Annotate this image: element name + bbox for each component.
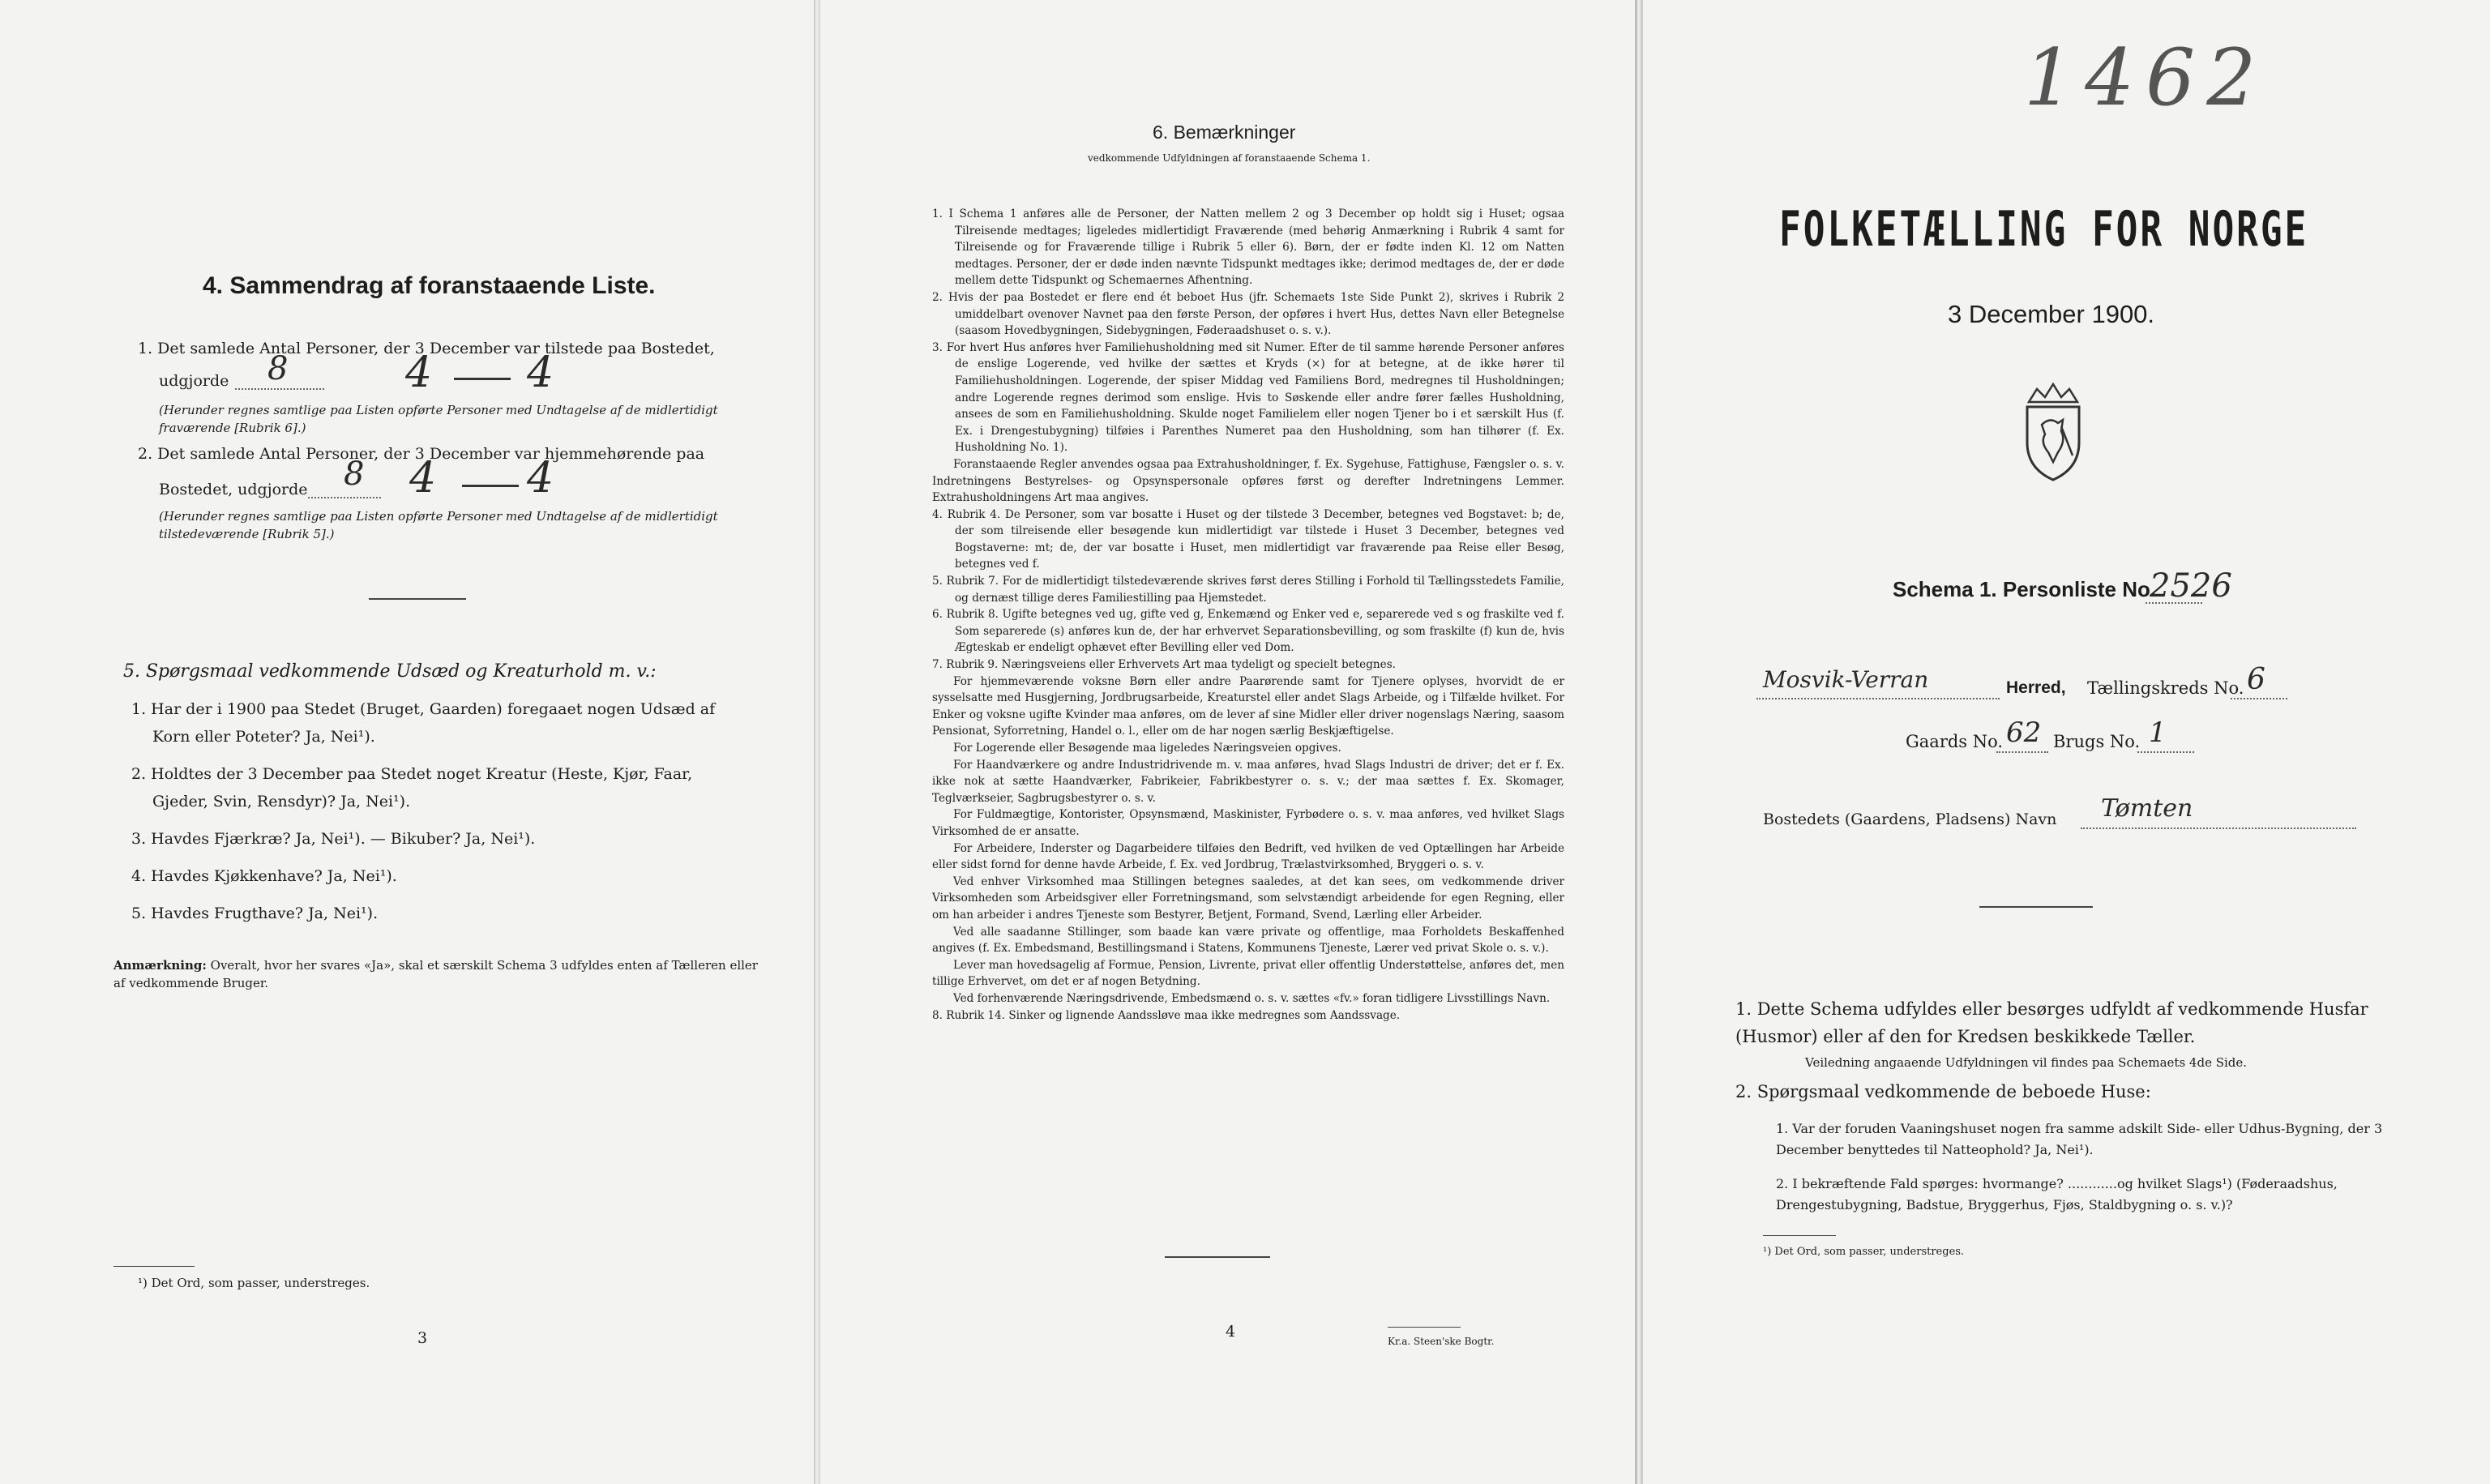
remark-paragraph: 2. Hvis der paa Bostedet er flere end ét beboet Hus (jfr. Schemaets 1ste Side Punkt 2), skrives i Rubrik 2 umiddelbart ovenover Navnet paa den første Person, der opføres i hvert Hus, dettes Navn eller Betegnelse (saasom Hovedbygningen, Sidebygningen, Føderaadshuset o. s. v.). [932, 290, 1564, 338]
remark-paragraph: 5. Rubrik 7. For de midlertidigt tilstedeværende skrives først deres Stilling i Forhold til Tællingsstedets Familie, og dernæst tillige deres Familiestilling paa Hjemstedet. [932, 575, 1564, 605]
instruction-1: 1. Dette Schema udfyldes eller besørges udfyldt af vedkommende Husfar (Husmor) eller af den for Kredsen beskikkede Tæller. [1735, 999, 2368, 1046]
item-1-hand-b: 4 [527, 349, 554, 397]
census-date: 3 December 1900. [1948, 300, 2155, 328]
section-4-title: 4. Sammendrag af foranstaaende Liste. [203, 272, 656, 299]
form-title: FOLKETÆLLING FOR NORGE [1779, 201, 2309, 258]
divider [369, 598, 466, 600]
item-1-udgjorde-label: udgjorde [159, 372, 229, 390]
page-number: 3 [417, 1329, 428, 1347]
item-2-hand-dash [462, 485, 519, 487]
gaards-dotline [1996, 751, 2048, 753]
remark-paragraph: 4. Rubrik 4. De Personer, som var bosatte i Huset og der tilstede 3 December, betegnes ved Bogstavet: b; de, der som tilreisende eller besøgende kun midlertidigt var tilstede i Huset 3 December, betegnes ved Bogstaverne: mt; de, der var bosatte i Huset, men midlertidigt var fraværende paa Reise eller Besøg, betegnes ved f. [932, 507, 1564, 571]
remark-paragraph: 7. Rubrik 9. Næringsveiens eller Erhvervets Art maa tydeligt og specielt betegnes. [932, 658, 1396, 672]
summary-item-1: 1. Det samlede Antal Personer, der 3 December var tilstede paa Bostedet, [138, 340, 715, 357]
remark-paragraph: 8. Rubrik 14. Sinker og lignende Aandssløve maa ikke medregnes som Aandssvage. [932, 1008, 1401, 1022]
house-question-1: 1. Var der foruden Vaaningshuset nogen fra samme adskilt Side- eller Udhus-Bygning, der 3 December benyttedes til Natteophold? Ja, Nei¹). [1776, 1121, 2383, 1157]
page-number: 4 [1226, 1323, 1236, 1341]
remark-paragraph: For Haandværkere og andre Industridrivende m. v. maa anføres, hvad Slags Industri de driver; det er f. Ex. ikke nok at sætte Haandværker, Fabrikeier, Fabrikbestyrer o. s. v.; der maa sættes f. Ex. Skomager, Teglværkseier, Sagbrugsbestyrer o. s. v. [932, 758, 1564, 805]
herred-dotline [1756, 697, 2000, 699]
brugs-dotline [2137, 751, 2194, 753]
brugs-label: Brugs No. [2053, 732, 2141, 751]
gaards-number: 62 [2006, 716, 2042, 749]
item-2-bostedet-label: Bostedet, udgjorde [159, 481, 308, 498]
question-4: 4. Havdes Kjøkkenhave? Ja, Nei¹). [131, 867, 397, 885]
bosted-label: Bostedets (Gaardens, Pladsens) Navn [1763, 810, 2057, 828]
remark-paragraph: For Arbeidere, Inderster og Dagarbeidere tilføies den Bedrift, ved hvilken de ved Optællingen har Arbeide eller sidst fornd for denne havde Arbeide, f. Ex. ved Jordbrug, Trælastvirksomhed, Bryggeri o. s. v. [932, 841, 1564, 872]
remark-paragraph: Ved enhver Virksomhed maa Stillingen betegnes saaledes, at det kan sees, om vedkommende driver Virksomheden som Arbeidsgiver eller Forretningsmand, som selvstændigt arbeidende for egen Regning, eller om han arbeider i andres Tjeneste som Bestyrer, Betjent, Formand, Svend, Lærling eller Arbeider. [932, 875, 1564, 922]
remark-paragraph: Lever man hovedsagelig af Formue, Pension, Livrente, privat eller offentlig Understøttelse, anføres det, men tillige Erhvervet, om det er af nogen Betydning. [932, 958, 1564, 989]
item-1-hand-dash [454, 378, 511, 380]
herred-value: Mosvik-Verran [1763, 666, 1929, 693]
item-2-hand-b: 4 [527, 454, 554, 503]
schema-label: Schema 1. Personliste No. [1893, 577, 2157, 601]
page-1 [1641, 0, 2490, 1484]
footnote: ¹) Det Ord, som passer, understreges. [138, 1276, 370, 1290]
remark-paragraph: For Logerende eller Besøgende maa ligeledes Næringsveien opgives. [953, 742, 1341, 755]
printer-mark: Kr.a. Steen'ske Bogtr. [1388, 1336, 1495, 1347]
remark-paragraph: 6. Rubrik 8. Ugifte betegnes ved ug, gifte ved g, Enkemænd og Enker ved e, separerede ved s og fraskilte ved f. Som separerede (s) anføres kun de, der har erhvervet Separationsbevilling, og som fraskilte (f) kun de, hvis Ægteskab er endeligt ophævet efter Bevilling eller ved Dom. [932, 608, 1564, 655]
remarks-divider [1165, 1256, 1270, 1258]
page-3 [0, 0, 815, 1484]
anmaerkning-label: Anmærkning: [113, 958, 207, 973]
footnote-rule [1763, 1235, 1836, 1236]
kreds-label: Tællingskreds No. [2087, 678, 2244, 698]
anmaerkning [113, 956, 762, 992]
remark-paragraph: 3. For hvert Hus anføres hver Familiehusholdning med sit Numer. Efter de til samme hørende Personer anføres de enslige Logerende, ved hvilke der sættes et Kryds (×) for at betegne, at de ikke hører til Familiehusholdningen. Logerende, der spiser Middag ved Familiens Bord, medregnes til Husholdningen; andre Logerende regnes derimod som enslige. Hvis to Søskende eller andre fører fælles Husholdning, ansees de som en Familiehusholdning. Skulde noget Familielem eller nogen Tjener bo i et særskilt Hus (f. Ex. i Drengestubygning) tilføies i Parenthes Numeret paa den Husholdning, som han tilhører (f. Ex. Husholdning No. 1). [932, 340, 1564, 455]
remark-paragraph: Ved alle saadanne Stillinger, som baade kan være private og offentlige, maa Forholdets Beskaffenhed angives (f. Ex. Embedsmand, Bestillingsmand i Statens, Kommunens Tjeneste, Lærer ved privat Skole o. s. v.). [932, 925, 1564, 956]
bosted-dotline [2081, 827, 2356, 829]
kreds-dotline [2231, 697, 2287, 699]
item-2-dotline [308, 496, 381, 498]
remarks-title: 6. Bemærkninger [1153, 122, 1296, 143]
item-1-count: 8 [267, 350, 289, 387]
remark-paragraph: Foranstaaende Regler anvendes ogsaa paa Extrahusholdninger, f. Ex. Sygehuse, Fattighuse, Fængsler o. s. v. Indretningens Bestyrelses- og Opsynspersonale opføres først og derefter Indretningens Lemmer. Extrahusholdningens Art maa angives. [932, 457, 1564, 505]
question-2-answer: Gjeder, Svin, Rensdyr)? Ja, Nei¹). [152, 793, 411, 810]
bosted-name: Tømten [2101, 794, 2193, 823]
question-2: 2. Holdtes der 3 December paa Stedet noget Kreatur (Heste, Kjør, Faar, [131, 765, 693, 783]
remark-paragraph: For hjemmeværende voksne Børn eller andre Paarørende samt for Tjenere oplyses, hvorvidt de er sysselsatte med Husgjerning, Jordbrugsarbeide, Kreaturstel eller andet Slags Arbeide, og i Tilfælde hvilket. For Enker og voksne ugifte Kvinder maa anføres, om de lever af sine Midler eller driver nogenslags Næring, saasom Pensionat, Syforretning, Handel o. l., eller om de har nogen særlig Beskjæftigelse. [932, 674, 1564, 738]
archive-number: 1462 [2024, 32, 2268, 123]
remarks-body [932, 206, 1564, 1024]
question-5: 5. Havdes Frugthave? Ja, Nei¹). [131, 905, 379, 922]
item-1-dotline [235, 387, 324, 390]
house-question-2: 2. I bekræftende Fald spørges: hvormange? ............og hvilket Slags¹) (Føderaadshus, Drengestubygning, Badstue, Bryggerhus, Fjøs, Staldbygning o. s. v.)? [1776, 1176, 2338, 1212]
herred-label: Herred, [2006, 678, 2066, 697]
page-4 [819, 0, 1637, 1484]
item-2-count: 8 [344, 455, 365, 493]
gaards-label: Gaards No. [1906, 732, 2004, 751]
item-1-hand-a: 4 [405, 349, 433, 397]
norwegian-coat-of-arms-icon [2013, 378, 2094, 483]
instruction-2: 2. Spørgsmaal vedkommende de beboede Huse: [1735, 1082, 2151, 1101]
schema-dotline [2146, 601, 2202, 604]
divider [1979, 906, 2093, 908]
item-1-note: (Herunder regnes samtlige paa Listen opførte Personer med Undtagelse af de midlertidigt fraværende [Rubrik 6].) [159, 403, 718, 435]
remarks-subtitle: vedkommende Udfyldningen af foranstaaende Schema 1. [1088, 152, 1371, 164]
printer-rule [1388, 1327, 1461, 1328]
footnote: ¹) Det Ord, som passer, understreges. [1763, 1246, 1965, 1258]
personliste-number: 2526 [2150, 567, 2232, 605]
section-5-title: 5. Spørgsmaal vedkommende Udsæd og Kreaturhold m. v.: [123, 661, 657, 682]
instruction-1-note: Veiledning angaaende Udfyldningen vil findes paa Schemaets 4de Side. [1805, 1055, 2248, 1070]
item-2-hand-a: 4 [409, 454, 437, 503]
summary-item-2: 2. Det samlede Antal Personer, der 3 December var hjemmehørende paa [138, 445, 705, 463]
remark-paragraph: Ved forhenværende Næringsdrivende, Embedsmænd o. s. v. sættes «fv.» foran tidligere Livsstillings Navn. [953, 991, 1551, 1005]
question-1: 1. Har der i 1900 paa Stedet (Bruget, Gaarden) foregaaet nogen Udsæd af [131, 700, 716, 718]
remark-paragraph: 1. I Schema 1 anføres alle de Personer, der Natten mellem 2 og 3 December op holdt sig i Huset; ogsaa Tilreisende medtages; ligeledes midlertidigt Fraværende (med behørig Anmærkning i Rubrik 4 samt for Tilreisende og for Fraværende tillige i Rubrik 5 eller 6). Børn, der er fødte inden Kl. 12 om Natten medtages. Personer, der er døde inden nævnte Tidspunkt medtages ikke; derimod medtages de, der er døde mellem dette Tidspunkt og Schemaernes Afhentning. [932, 207, 1564, 288]
kreds-number: 6 [2247, 663, 2265, 696]
question-3: 3. Havdes Fjærkræ? Ja, Nei¹). — Bikuber? Ja, Nei¹). [131, 830, 536, 848]
question-1-answer: Korn eller Poteter? Ja, Nei¹). [152, 728, 375, 746]
brugs-number: 1 [2149, 716, 2167, 749]
remark-paragraph: For Fuldmægtige, Kontorister, Opsynsmænd, Maskinister, Fyrbødere o. s. v. maa anføres, ved hvilket Slags Virksomhed de er ansatte. [932, 808, 1564, 838]
anmaerkning-text: Overalt, hvor her svares «Ja», skal et særskilt Schema 3 udfyldes enten af Tælleren eller af vedkommende Bruger. [113, 958, 758, 990]
item-2-note: (Herunder regnes samtlige paa Listen opførte Personer med Undtagelse af de midlertidigt tilstedeværende [Rubrik 5].) [159, 509, 718, 541]
footnote-rule [113, 1266, 195, 1267]
